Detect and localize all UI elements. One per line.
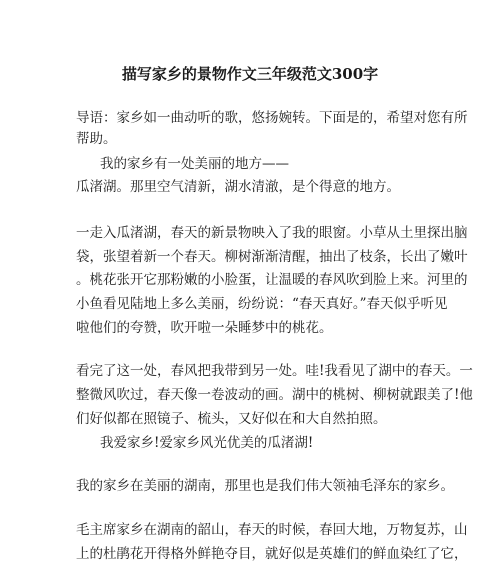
paragraph-line: 小鱼看见陆地上多么美丽，纷纷说：“春天真好。”春天似乎听见 (76, 296, 448, 312)
paragraph-line: 毛主席家乡在湖南的韶山，春天的时候，春回大地，万物复苏，山 (76, 522, 468, 538)
paragraph-line: 我的家乡有一处美丽的地方—— (100, 156, 289, 172)
paragraph-line: 帮助。 (76, 131, 117, 147)
paragraph-line: 整微风吹过，春天像一卷波动的画。湖中的桃树、柳树就跟美了!他 (76, 387, 473, 403)
paragraph-line: 我的家乡在美丽的湖南，那里也是我们伟大领袖毛泽东的家乡。 (76, 478, 454, 494)
paragraph-line: 导语：家乡如一曲动听的歌，悠扬婉转。下面是的，希望对您有所 (76, 110, 468, 126)
document-title: 描写家乡的景物作文三年级范文300字 (121, 65, 379, 83)
paragraph-line: 袋，张望着新一个春天。柳树渐渐清醒，抽出了枝条，长出了嫩叶 (76, 249, 468, 265)
paragraph-line: 。桃花张开它那粉嫩的小脸蛋，让温暖的春风吹到脸上来。河里的 (76, 272, 468, 288)
paragraph-line: 啦他们的夸赞，吹开啦一朵睡梦中的桃花。 (76, 320, 333, 336)
paragraph-line: 看完了这一处，春风把我带到另一处。哇!我看见了湖中的春天。一 (76, 363, 473, 379)
paragraph-line: 们好似都在照镜子、梳头，又好似在和大自然拍照。 (76, 411, 387, 427)
paragraph-line: 一走入瓜渚湖，春天的新景物映入了我的眼窗。小草从土里探出脑 (76, 225, 468, 241)
paragraph-line: 我爱家乡!爱家乡风光优美的瓜渚湖! (100, 435, 314, 451)
paragraph-line: 上的杜鹃花开得格外鲜艳夺目，就好似是英雄们的鲜血染红了它， (76, 546, 468, 562)
paragraph-line: 瓜渚湖。那里空气清新，湖水清澈，是个得意的地方。 (76, 179, 400, 195)
